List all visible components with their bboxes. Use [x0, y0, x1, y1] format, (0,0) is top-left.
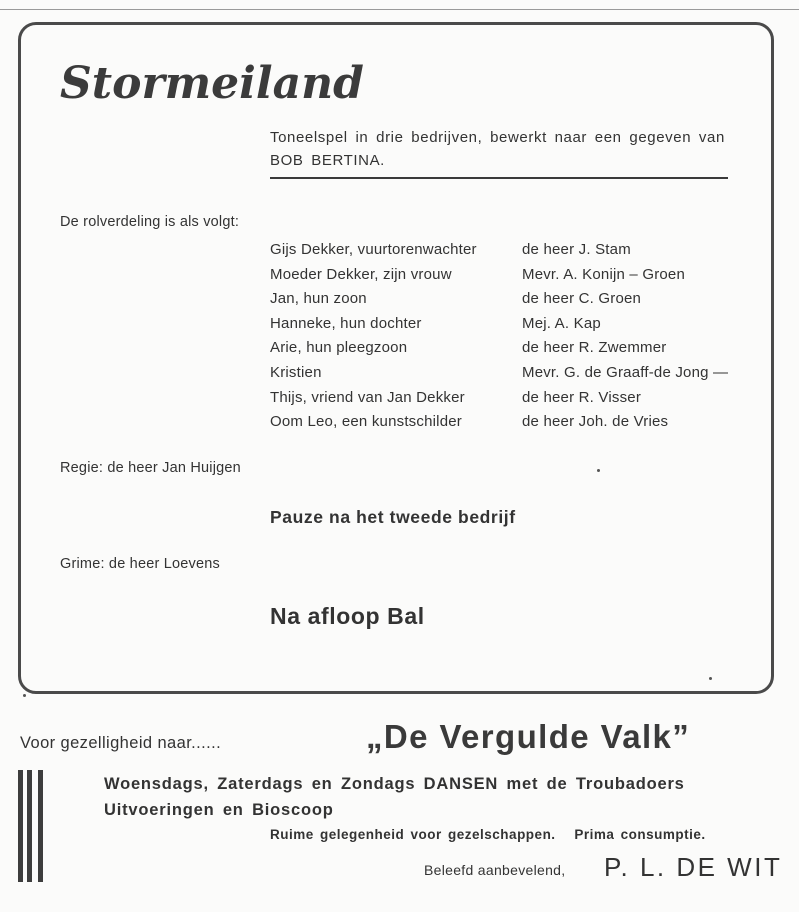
- direction-credit: Regie: de heer Jan Huijgen: [60, 460, 241, 476]
- venue-name: „De Vergulde Valk”: [366, 718, 691, 755]
- cast-actor: de heer C. Groen: [522, 290, 642, 308]
- page-edge-line: [0, 9, 799, 10]
- cast-actor: de heer Joh. de Vries: [522, 413, 669, 431]
- ad-schedule-line: Woensdags, Zaterdags en Zondags DANSEN met de Troubadoers: [104, 775, 685, 793]
- program-frame: [18, 22, 774, 694]
- cast-intro: De rolverdeling is als volgt:: [60, 214, 240, 230]
- cast-role: Moeder Dekker, zijn vrouw: [270, 265, 452, 283]
- signature-name: P. L. DE WIT: [604, 852, 783, 882]
- makeup-credit: Grime: de heer Loevens: [60, 556, 220, 572]
- cast-role: Kristien: [270, 363, 322, 381]
- cast-actor: de heer R. Visser: [522, 388, 642, 406]
- cast-role: Hanneke, hun dochter: [270, 314, 422, 332]
- bar-ornament: [27, 770, 32, 882]
- ad-lead-text: Voor gezelligheid naar......: [20, 734, 222, 752]
- bar-ornament: [38, 770, 43, 882]
- cast-actor: Mevr. G. de Graaff-de Jong —: [522, 363, 729, 381]
- cast-actor: Mevr. A. Konijn – Groen: [522, 265, 686, 283]
- cast-role: Thijs, vriend van Jan Dekker: [270, 388, 465, 406]
- ad-events-line: Uitvoeringen en Bioscoop: [104, 801, 334, 819]
- cast-role: Gijs Dekker, vuurtorenwachter: [270, 241, 477, 258]
- cast-actor: Mej. A. Kap: [522, 314, 601, 332]
- cast-role: Jan, hun zoon: [270, 290, 367, 308]
- signature-lead: Beleefd aanbevelend,: [424, 862, 566, 878]
- closing-note: Na afloop Bal: [270, 603, 425, 629]
- print-speck: [597, 469, 600, 472]
- print-speck: [709, 677, 712, 680]
- cast-actor: de heer J. Stam: [522, 241, 631, 258]
- play-title: Stormeiland: [60, 58, 364, 109]
- intermission-note: Pauze na het tweede bedrijf: [270, 507, 516, 527]
- cast-role: Arie, hun pleegzoon: [270, 339, 408, 357]
- bar-ornament: [18, 770, 23, 882]
- divider-rule: [270, 177, 728, 179]
- play-subtitle: Toneelspel in drie bedrijven, bewerkt naar een gegeven van BOB BERTINA.: [270, 129, 725, 169]
- print-speck: [23, 694, 26, 697]
- ad-amenities-line: Ruime gelegenheid voor gezelschappen. Prima consumptie.: [270, 827, 706, 842]
- cast-role: Oom Leo, een kunstschilder: [270, 413, 462, 431]
- cast-actor: de heer R. Zwemmer: [522, 339, 667, 357]
